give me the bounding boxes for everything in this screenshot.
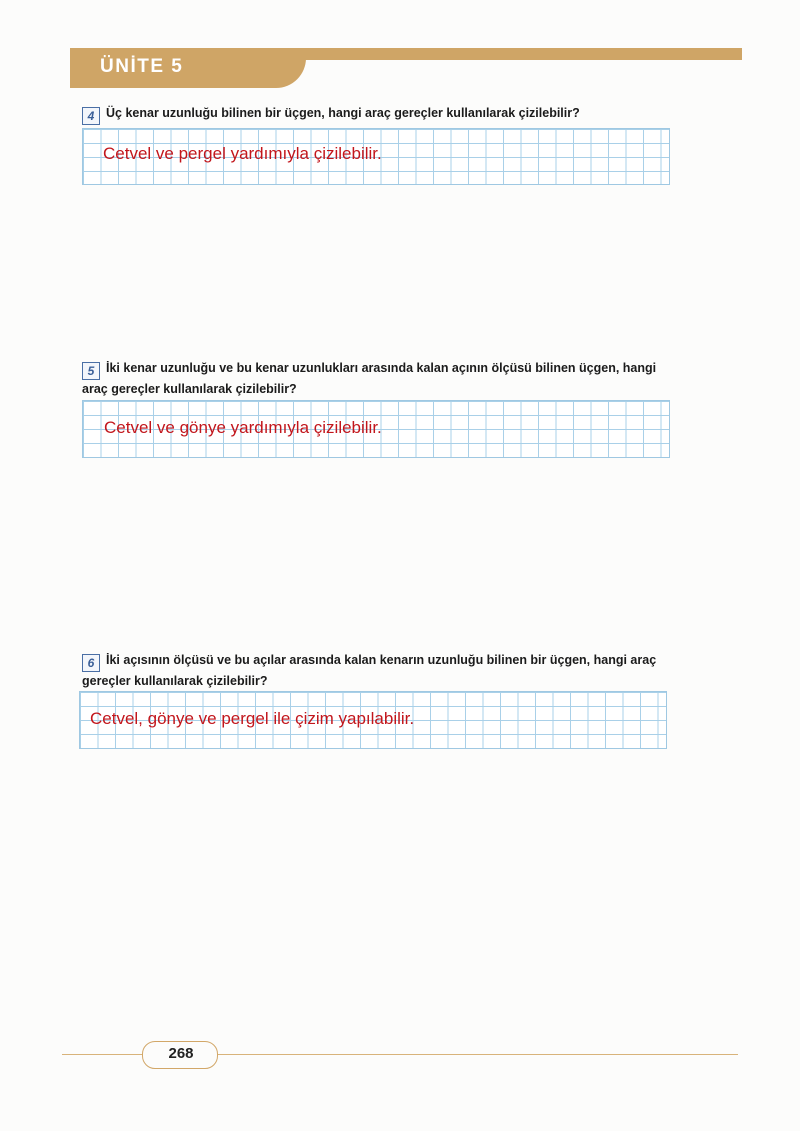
page-number: 268	[168, 1045, 194, 1062]
question-text: İki açısının ölçüsü ve bu açılar arasında kalan kenarın uzunluğu bilinen bir üçgen, hangi araç gereçler kullanılarak çizilebilir?	[82, 653, 657, 688]
footer-line-right	[216, 1054, 738, 1055]
footer-line-left	[62, 1054, 144, 1055]
question-4	[82, 104, 682, 125]
answer-6: Cetvel, gönye ve pergel ile çizim yapılabilir.	[90, 709, 415, 728]
question-text: İki kenar uzunluğu ve bu kenar uzunlukları arasında kalan açının ölçüsü bilinen üçgen, hangi araç gereçler kullanılarak çizilebilir?	[82, 361, 657, 396]
question-6	[82, 651, 672, 690]
question-number-badge: 6	[82, 654, 100, 672]
answer-4: Cetvel ve pergel yardımıyla çizilebilir.	[103, 144, 382, 163]
unit-title: ÜNİTE 5	[100, 56, 184, 77]
question-text: Üç kenar uzunluğu bilinen bir üçgen, hangi araç gereçler kullanılarak çizilebilir?	[106, 106, 580, 120]
question-5	[82, 359, 672, 398]
question-number-badge: 4	[82, 107, 100, 125]
question-number-badge: 5	[82, 362, 100, 380]
answer-5: Cetvel ve gönye yardımıyla çizilebilir.	[104, 418, 382, 437]
